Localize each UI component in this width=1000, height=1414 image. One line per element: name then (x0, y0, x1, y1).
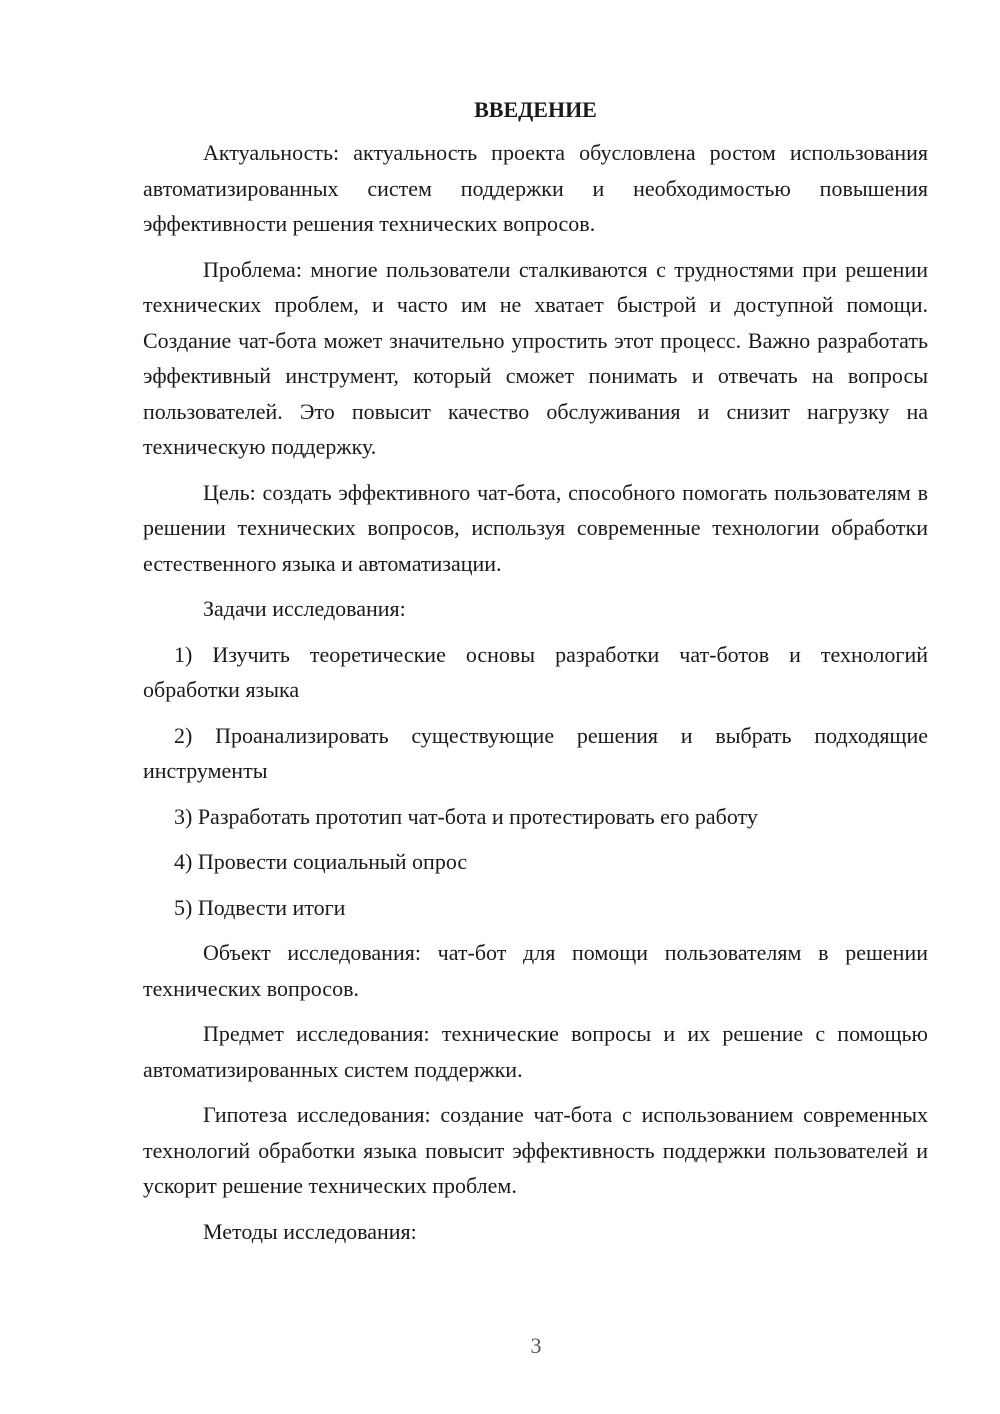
task-item-5: 5) Подвести итоги (174, 894, 346, 920)
paragraph-hypothesis: Гипотеза исследования: создание чат-бота с использованием современных технологий обработки языка повысит эффективность поддержки пользователей и ускорит решение технических проблем. (143, 1102, 928, 1198)
task-item-3: 3) Разработать прототип чат-бота и протестировать его работу (174, 803, 758, 829)
paragraph-tasks-heading: Задачи исследования: (203, 596, 406, 621)
paragraph-object: Объект исследования: чат-бот для помощи пользователям в решении технических вопросов. (143, 940, 928, 1001)
paragraph-problem: Проблема: многие пользователи сталкиваются с трудностями при решении технических проблем, и часто им не хватает быстрой и доступной помощи. Создание чат-бота может значительно упростить этот процесс. Важно разработать эффективный инструмент, который сможет понимать и отвечать на вопросы пользователей. Это повысит качество обслуживания и снизит нагрузку на техническую поддержку. (143, 256, 928, 459)
paragraph-relevance: Актуальность: актуальность проекта обусловлена ростом использования автоматизированных систем поддержки и необходимостью повышения эффективности решения технических вопросов. (143, 140, 928, 236)
task-item-4: 4) Провести социальный опрос (174, 849, 468, 874)
paragraph-methods: Методы исследования: (203, 1218, 417, 1244)
paragraph-goal: Цель: создать эффективного чат-бота, способного помогать пользователям в решении технических вопросов, используя современные технологии обработки естественного языка и автоматизации. (143, 479, 928, 576)
task-item-2: 2) Проанализировать существующие решения и выбрать подходящие инструменты (143, 722, 928, 783)
paragraph-subject: Предмет исследования: технические вопросы и их решение с помощью автоматизированных систем поддержки. (143, 1021, 928, 1082)
task-item-1: 1) Изучить теоретические основы разработки чат-ботов и технологий обработки языка (143, 641, 928, 702)
section-title: ВВЕДЕНИЕ (474, 97, 597, 122)
page-number: 3 (530, 1333, 542, 1358)
page-content (143, 95, 928, 1259)
